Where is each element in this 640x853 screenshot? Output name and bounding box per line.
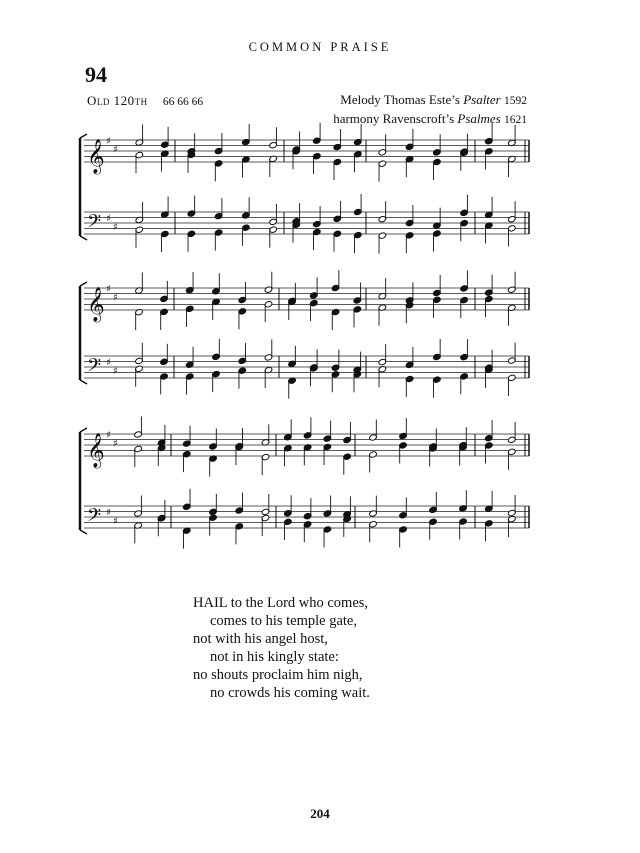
tune-name: Old 120th [87,93,148,108]
sharp-icon: ♯ [113,438,118,450]
system-bracket [80,282,87,286]
sharp-icon: ♯ [106,430,111,441]
sharp-icon: ♯ [113,221,118,233]
sharp-icon: ♯ [106,284,111,295]
score-system [80,270,529,399]
harmony-source: Psalmes [457,111,501,126]
sharp-icon: ♯ [106,357,111,369]
treble-clef-icon: 𝄞 [87,287,105,322]
bass-clef-icon: 𝄢 [87,505,102,531]
system-bracket [80,236,87,240]
sharp-icon: ♯ [113,292,118,304]
treble-clef-icon: 𝄞 [87,433,105,468]
melody-source: Psalter [463,92,501,107]
system-bracket [80,428,87,432]
harmony-year: 1621 [504,114,527,126]
system-bracket [80,530,87,534]
verse-text [193,594,370,702]
tune-meter: 66 66 66 [162,96,204,108]
sharp-icon: ♯ [113,144,118,156]
hymn-number: 94 [85,62,107,87]
sharp-icon: ♯ [113,515,118,527]
sharp-icon: ♯ [106,136,111,147]
page-number: 204 [310,806,330,821]
melody-year: 1592 [504,95,527,107]
system-bracket [80,134,87,138]
sharp-icon: ♯ [106,213,111,225]
score-system [80,123,529,254]
verse-line: no crowds his coming wait. [210,685,370,701]
harmony-credit: harmony Ravenscroft’s [333,111,455,126]
verse-line: comes to his temple gate, [210,613,357,629]
score-system [80,416,529,548]
system-bracket [80,380,87,384]
running-head: COMMON PRAISE [248,40,392,54]
bass-clef-icon: 𝄢 [87,211,102,237]
treble-clef-icon: 𝄞 [87,139,105,174]
sharp-icon: ♯ [113,365,118,377]
sharp-icon: ♯ [106,507,111,519]
verse-line: no shouts proclaim him nigh, [193,667,363,683]
verse-line: HAIL to the Lord who comes, [193,595,369,611]
verse-line: not in his kingly state: [210,649,339,665]
bass-clef-icon: 𝄢 [87,355,102,381]
verse-line: not with his angel host, [193,631,328,647]
melody-credit: Melody Thomas Este’s [340,92,460,107]
